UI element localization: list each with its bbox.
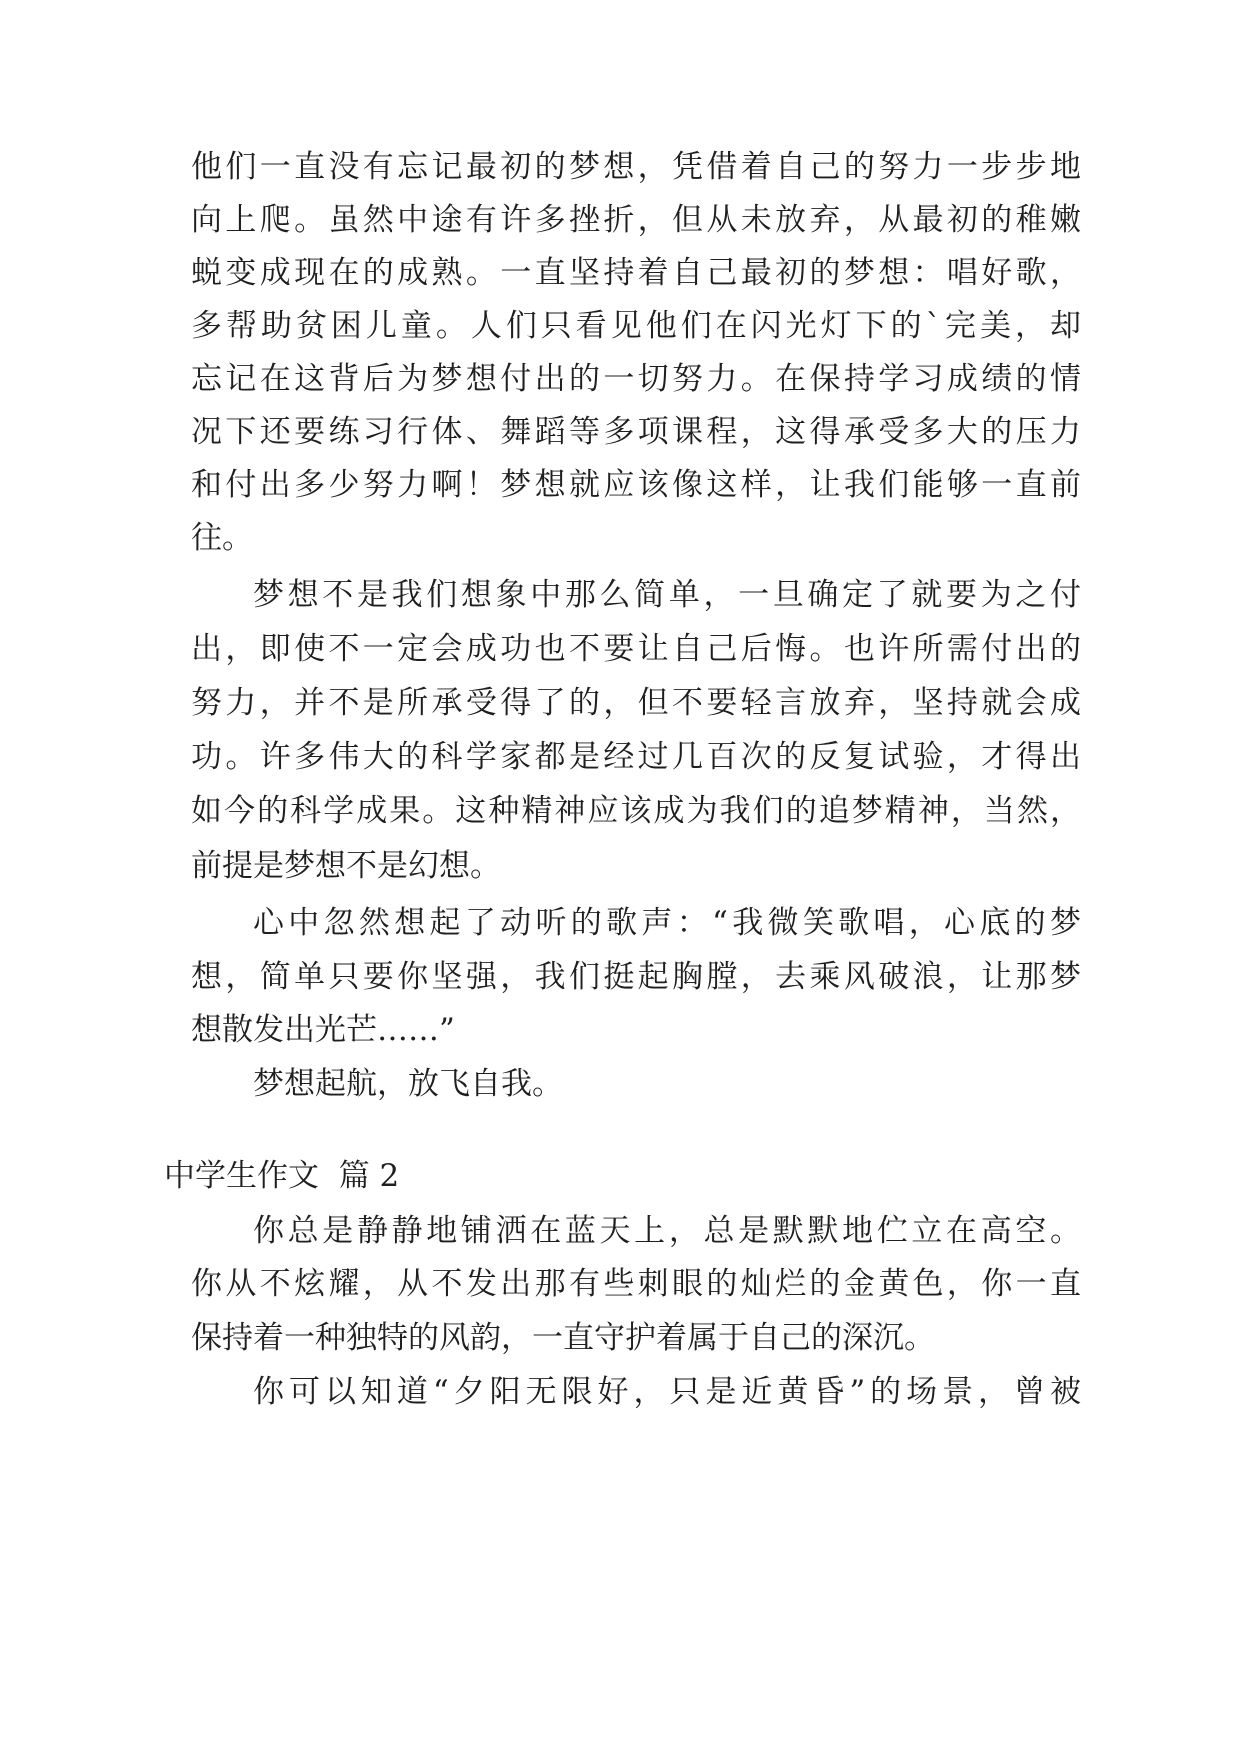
text-line: 出，即使不一定会成功也不要让自己后悔。也许所需付出的: [191, 631, 1081, 667]
text-line: 和付出多少努力啊！梦想就应该像这样，让我们能够一直前: [191, 467, 1081, 503]
text-line: 你从不炫耀，从不发出那有些刺眼的灿烂的金黄色，你一直: [191, 1266, 1081, 1302]
text-line: 况下还要练习行体、舞蹈等多项课程，这得承受多大的压力: [191, 414, 1081, 450]
text-line: 你可以知道“夕阳无限好，只是近黄昏”的场景，曾被: [253, 1374, 1081, 1410]
text-line: 前提是梦想不是幻想。: [191, 848, 501, 884]
text-line: 努力，并不是所承受得了的，但不要轻言放弃，坚持就会成: [191, 685, 1081, 721]
text-line: 梦想不是我们想象中那么简单，一旦确定了就要为之付: [253, 577, 1081, 613]
text-line: 心中忽然想起了动听的歌声：“我微笑歌唱，心底的梦: [253, 905, 1081, 941]
text-line: 功。许多伟大的科学家都是经过几百次的反复试验，才得出: [191, 739, 1081, 775]
text-line: 保持着一种独特的风韵，一直守护着属于自己的深沉。: [191, 1320, 935, 1356]
section-heading: 中学生作文 篇 2: [164, 1158, 400, 1194]
text-line: 你总是静静地铺洒在蓝天上，总是默默地伫立在高空。: [253, 1213, 1081, 1249]
text-line: 忘记在这背后为梦想付出的一切努力。在保持学习成绩的情: [191, 361, 1081, 397]
text-line: 向上爬。虽然中途有许多挫折，但从未放弃，从最初的稚嫩: [191, 202, 1081, 238]
text-line: 如今的科学成果。这种精神应该成为我们的追梦精神，当然，: [191, 793, 1081, 829]
text-line: 多帮助贫困儿童。人们只看见他们在闪光灯下的`完美，却: [191, 308, 1081, 344]
text-line: 想，简单只要你坚强，我们挺起胸膛，去乘风破浪，让那梦: [191, 959, 1081, 995]
text-line: 他们一直没有忘记最初的梦想，凭借着自己的努力一步步地: [191, 149, 1081, 185]
text-line: 梦想起航，放飞自我。: [253, 1066, 563, 1102]
text-line: 想散发出光芒……”: [191, 1012, 455, 1048]
text-line: 蜕变成现在的成熟。一直坚持着自己最初的梦想：唱好歌，: [191, 255, 1081, 291]
text-line: 往。: [191, 520, 253, 556]
